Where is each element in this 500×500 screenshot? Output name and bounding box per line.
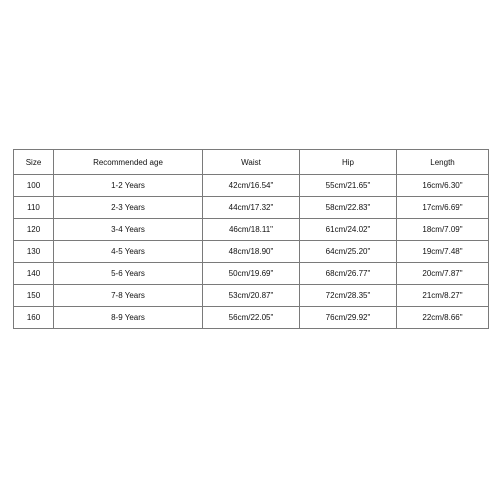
cell-size: 130 [14, 241, 54, 263]
cell-waist: 48cm/18.90" [203, 241, 300, 263]
cell-size: 160 [14, 307, 54, 329]
cell-length: 17cm/6.69" [397, 197, 489, 219]
cell-hip: 72cm/28.35" [300, 285, 397, 307]
cell-size: 120 [14, 219, 54, 241]
cell-waist: 46cm/18.11" [203, 219, 300, 241]
cell-hip: 61cm/24.02" [300, 219, 397, 241]
cell-hip: 68cm/26.77" [300, 263, 397, 285]
cell-recommended-age: 5-6 Years [54, 263, 203, 285]
cell-size: 140 [14, 263, 54, 285]
cell-length: 21cm/8.27" [397, 285, 489, 307]
cell-hip: 76cm/29.92" [300, 307, 397, 329]
header-hip: Hip [300, 150, 397, 175]
table-row [14, 307, 489, 329]
cell-recommended-age: 2-3 Years [54, 197, 203, 219]
table-row [14, 241, 489, 263]
cell-hip: 55cm/21.65" [300, 175, 397, 197]
cell-length: 19cm/7.48" [397, 241, 489, 263]
cell-length: 22cm/8.66" [397, 307, 489, 329]
cell-recommended-age: 1-2 Years [54, 175, 203, 197]
header-row [14, 150, 489, 175]
cell-recommended-age: 3-4 Years [54, 219, 203, 241]
size-chart-table [13, 149, 489, 329]
cell-recommended-age: 8-9 Years [54, 307, 203, 329]
table-row [14, 285, 489, 307]
cell-waist: 56cm/22.05" [203, 307, 300, 329]
table-row [14, 175, 489, 197]
size-chart-header [14, 150, 489, 175]
header-length: Length [397, 150, 489, 175]
cell-size: 100 [14, 175, 54, 197]
cell-waist: 50cm/19.69" [203, 263, 300, 285]
cell-waist: 44cm/17.32" [203, 197, 300, 219]
table-row [14, 219, 489, 241]
cell-waist: 53cm/20.87" [203, 285, 300, 307]
cell-hip: 64cm/25.20" [300, 241, 397, 263]
size-chart-container [13, 149, 488, 329]
cell-waist: 42cm/16.54" [203, 175, 300, 197]
cell-size: 110 [14, 197, 54, 219]
cell-length: 18cm/7.09" [397, 219, 489, 241]
cell-size: 150 [14, 285, 54, 307]
table-row [14, 263, 489, 285]
size-chart-body [14, 175, 489, 329]
table-row [14, 197, 489, 219]
cell-hip: 58cm/22.83" [300, 197, 397, 219]
cell-recommended-age: 7-8 Years [54, 285, 203, 307]
header-waist: Waist [203, 150, 300, 175]
cell-recommended-age: 4-5 Years [54, 241, 203, 263]
header-recommended-age: Recommended age [54, 150, 203, 175]
cell-length: 16cm/6.30" [397, 175, 489, 197]
header-size: Size [14, 150, 54, 175]
cell-length: 20cm/7.87" [397, 263, 489, 285]
